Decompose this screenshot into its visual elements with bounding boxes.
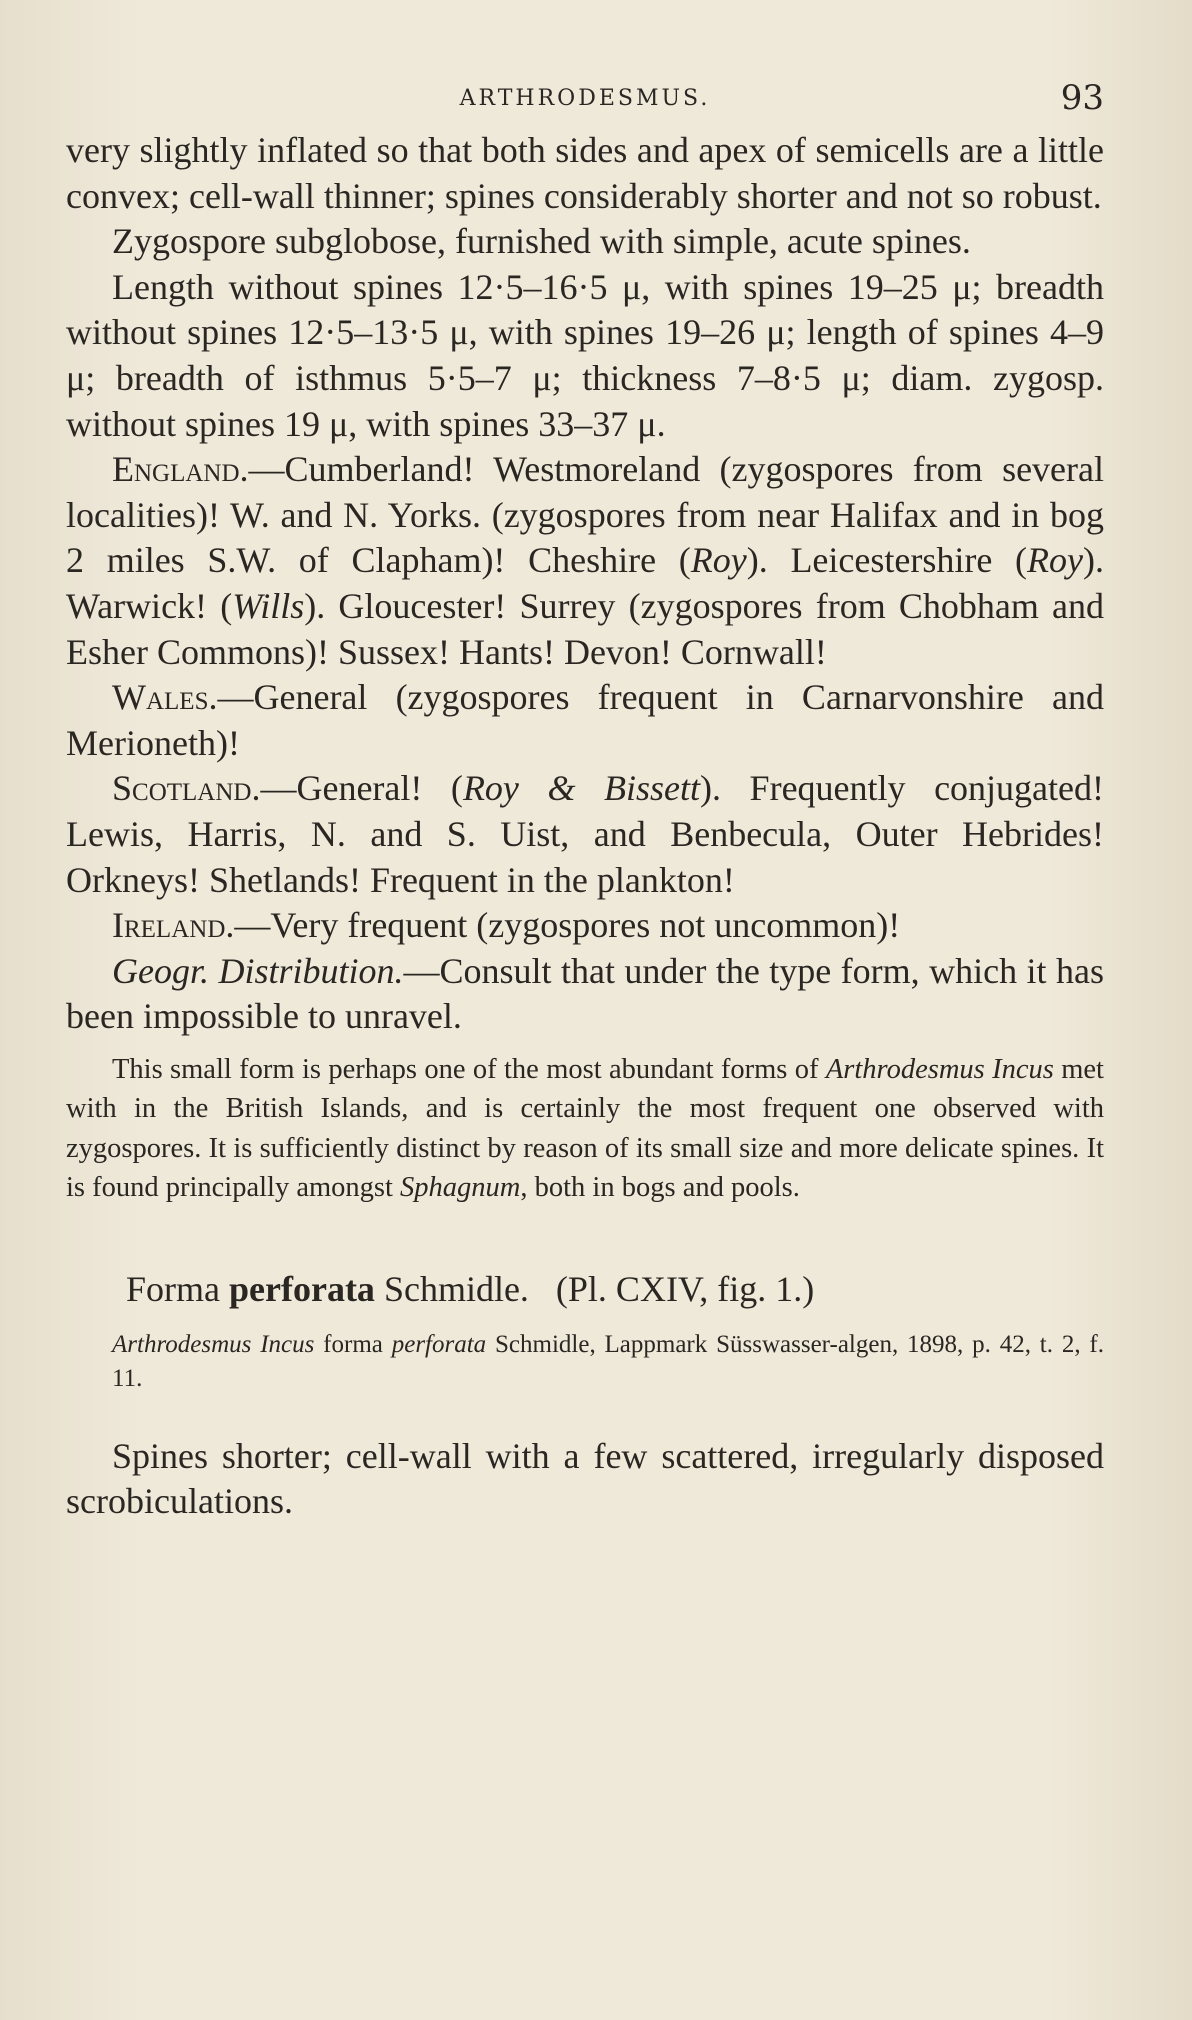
wales-label: Wales. bbox=[112, 677, 218, 718]
citation-text-2: Schmidle, Lappmark Süsswasser-algen, 1898, p. 42, t. 2, f. 11. bbox=[112, 1330, 1104, 1392]
citation bbox=[66, 1328, 1104, 1396]
england-roy-2: Roy bbox=[1027, 540, 1083, 581]
distribution-text: —Consult that under the type form, which it has been impossible to unravel. bbox=[66, 950, 1104, 1037]
note-species: Arthrodesmus Incus bbox=[825, 1053, 1054, 1085]
page-number: 93 bbox=[1060, 78, 1104, 118]
scotland-text-2: ). Frequently conjugated! Lewis, Harris, N. and S. Uist, and Benbecula, Outer Hebrides! Orkneys! Shetlands! Frequent in the plankton! bbox=[66, 768, 1105, 900]
distribution-paragraph bbox=[66, 949, 1104, 1040]
england-paragraph bbox=[66, 447, 1104, 675]
forma-prefix: Forma bbox=[126, 1268, 229, 1309]
wales-paragraph bbox=[66, 675, 1104, 766]
ireland-paragraph bbox=[66, 903, 1104, 949]
forma-heading bbox=[66, 1268, 1104, 1310]
forma-name: perforata bbox=[229, 1268, 375, 1309]
running-title: ARTHRODESMUS. bbox=[459, 86, 711, 111]
scotland-paragraph bbox=[66, 766, 1104, 903]
forma-author: Schmidle. bbox=[374, 1268, 529, 1309]
england-text-4: ). Gloucester! Surrey (zygospores from Chobham and Esher Commons)! Sussex! Hants! Devon! Cornwall! bbox=[66, 585, 1104, 672]
note-text-2: met with in the British Islands, and is certainly the most frequent one observed with zygospores. It is sufficiently distinct by reason of its small size and more delicate spines. It is found principally amongst bbox=[66, 1053, 1104, 1204]
note-genus: Sphagnum bbox=[400, 1172, 521, 1204]
england-roy-1: Roy bbox=[690, 540, 747, 581]
scotland-authors: Roy & Bissett bbox=[462, 768, 701, 809]
citation-species: Arthrodesmus Incus bbox=[112, 1330, 315, 1358]
ireland-text: —Very frequent (zygospores not uncommon)! bbox=[234, 905, 901, 946]
measurements-paragraph: Length without spines 12·5–16·5 μ, with spines 19–25 μ; breadth without spines 12·5–13·5 μ, with spines 19–26 μ; length of spines 4–9 μ; breadth of isthmus 5·5–7 μ; thickness 7–8·5 μ; diam. zygosp. without spines 19 μ, with spines 33–37 μ. bbox=[66, 266, 1104, 444]
wales-text: —General (zygospores frequent in Carnarvonshire and Merioneth)! bbox=[66, 677, 1104, 763]
england-text-3: ). Warwick! ( bbox=[66, 540, 1104, 626]
zygospore-paragraph: Zygospore subglobose, furnished with simple, acute spines. bbox=[112, 221, 971, 262]
england-label: England. bbox=[112, 449, 249, 490]
citation-text-1: forma bbox=[314, 1330, 392, 1358]
running-head bbox=[66, 78, 1104, 128]
citation-forma: perforata bbox=[391, 1330, 487, 1358]
note-text-1: This small form is perhaps one of the most abundant forms of bbox=[112, 1053, 826, 1085]
note-paragraph bbox=[66, 1050, 1104, 1208]
england-wills: Wills bbox=[232, 585, 305, 626]
description-paragraph: very slightly inflated so that both sides and apex of semicells are a little convex; cell-wall thinner; spines considerably shorter and not so robust. bbox=[66, 130, 1104, 216]
distribution-label: Geogr. Distribution. bbox=[112, 950, 404, 991]
main-text bbox=[66, 128, 1104, 1040]
england-text-1: —Cumberland! Westmoreland (zygospores from several localities)! W. and N. Yorks. (zygospores from near Halifax and in bog 2 miles S.W. of Clapham)! Cheshire ( bbox=[66, 449, 1104, 581]
note-text-3: , both in bogs and pools. bbox=[520, 1172, 800, 1204]
scotland-label: Scotland. bbox=[112, 768, 261, 809]
england-text-2: ). Leicestershire ( bbox=[746, 540, 1028, 581]
scotland-text-1: —General! ( bbox=[260, 768, 463, 809]
ireland-label: Ireland. bbox=[112, 905, 235, 946]
forma-plate: (Pl. CXIV, fig. 1.) bbox=[555, 1268, 815, 1309]
final-paragraph: Spines shorter; cell-wall with a few scattered, irregularly disposed scrobiculations. bbox=[66, 1435, 1104, 1522]
